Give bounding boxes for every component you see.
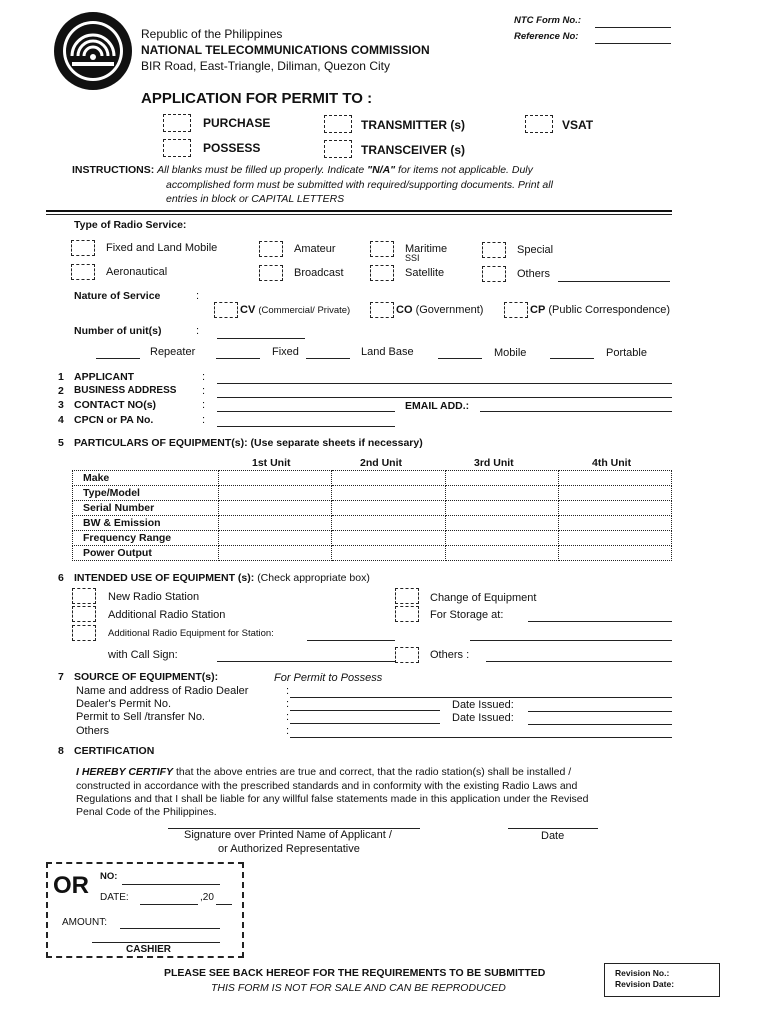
or-no-field[interactable] [122, 884, 220, 885]
header-agency: NATIONAL TELECOMMUNICATIONS COMMISSION [141, 43, 430, 57]
source-note: For Permit to Possess [274, 672, 383, 684]
item-number: 5 [58, 437, 64, 449]
header-address: BIR Road, East-Triangle, Diliman, Quezon City [141, 59, 390, 73]
item-number: 6 [58, 572, 64, 584]
equipment-heading: PARTICULARS OF EQUIPMENT(s): (Use separate sheets if necessary) [74, 437, 423, 449]
mobile-field[interactable] [438, 358, 482, 359]
maritime-checkbox[interactable] [370, 241, 394, 257]
official-receipt-box [46, 862, 244, 958]
intended-heading [74, 572, 370, 584]
unit-header: 4th Unit [592, 457, 632, 469]
footer-not-for-sale: THIS FORM IS NOT FOR SALE AND CAN BE REPRODUCED [211, 982, 506, 994]
row-label: Type/Model [73, 486, 219, 501]
table-row [73, 486, 672, 501]
instructions-line2: accomplished form must be submitted with required/supporting documents. Print all [166, 179, 553, 191]
new-station-label: New Radio Station [108, 591, 200, 603]
cv-desc: (Commercial/ Private) [258, 305, 351, 316]
transmitter-checkbox[interactable] [324, 115, 352, 133]
table-row [73, 471, 672, 486]
table-row [73, 501, 672, 516]
row-label: Power Output [73, 546, 219, 561]
portable-label: Portable [606, 347, 647, 359]
co-desc: (Government) [415, 304, 484, 316]
vsat-label: VSAT [562, 118, 594, 132]
fixed-land-mobile-checkbox[interactable] [71, 240, 95, 256]
table-cell[interactable] [332, 486, 445, 501]
table-cell[interactable] [558, 546, 671, 561]
change-equipment-checkbox[interactable] [395, 588, 419, 604]
revision-no-label: Revision No.: [615, 968, 670, 978]
or-year-label: ,20 [200, 892, 214, 903]
purchase-checkbox[interactable] [163, 114, 191, 132]
table-cell[interactable] [445, 486, 558, 501]
storage-checkbox[interactable] [395, 606, 419, 622]
table-cell[interactable] [558, 471, 671, 486]
row-label: Frequency Range [73, 531, 219, 546]
cashier-field[interactable] [92, 942, 220, 943]
repeater-label: Repeater [150, 346, 196, 358]
land-base-label: Land Base [361, 346, 414, 358]
additional-equipment-checkbox[interactable] [72, 625, 96, 641]
special-label: Special [517, 244, 554, 256]
nature-colon: : [196, 290, 200, 302]
cv-code: CV [240, 304, 256, 316]
certification-line3: Regulations and that I shall be liable for any willful false statements made in this application under the Revised [76, 793, 589, 805]
cpcn-colon: : [202, 414, 206, 426]
row-label: Make [73, 471, 219, 486]
transmitter-label: TRANSMITTER (s) [361, 118, 465, 132]
others-service-field[interactable] [558, 281, 670, 282]
others-service-checkbox[interactable] [482, 266, 506, 282]
permit-no-field[interactable] [290, 710, 440, 711]
aeronautical-label: Aeronautical [106, 266, 168, 278]
or-no-label: NO: [100, 871, 118, 882]
signature-label: Signature over Printed Name of Applicant / [184, 829, 392, 841]
storage-field[interactable] [528, 621, 672, 622]
revision-date-label: Revision Date: [615, 979, 675, 989]
nature-label: Nature of Service [74, 290, 161, 302]
applicant-colon: : [202, 371, 206, 383]
row-label: Serial Number [73, 501, 219, 516]
others-source-field[interactable] [290, 737, 672, 738]
permit-date-label: Date Issued: [452, 699, 514, 711]
business-address-label: BUSINESS ADDRESS [74, 385, 177, 396]
additional-station-label: Additional Radio Station [108, 609, 226, 621]
aeronautical-checkbox[interactable] [71, 264, 95, 280]
certification-line1 [76, 766, 571, 778]
permit-date-field[interactable] [528, 711, 672, 712]
additional-station-checkbox[interactable] [72, 606, 96, 622]
purchase-label: PURCHASE [203, 116, 271, 130]
sell-field[interactable] [290, 723, 440, 724]
or-year-field[interactable] [216, 904, 232, 905]
item-number: 3 [58, 399, 64, 411]
ssi-label: SSI [405, 253, 420, 263]
land-base-field[interactable] [306, 358, 350, 359]
business-address-field[interactable] [217, 397, 672, 398]
table-cell[interactable] [219, 471, 332, 486]
item-number: 2 [58, 385, 64, 397]
radio-service-label: Type of Radio Service: [74, 219, 187, 231]
co-checkbox[interactable] [370, 302, 394, 318]
email-field[interactable] [480, 411, 672, 412]
unit-header: 3rd Unit [474, 457, 514, 469]
others-source-label: Others [76, 725, 110, 737]
table-row [73, 516, 672, 531]
special-checkbox[interactable] [482, 242, 506, 258]
fixed-units-field[interactable] [216, 358, 260, 359]
table-cell[interactable] [558, 516, 671, 531]
table-cell[interactable] [558, 531, 671, 546]
date-label: Date [541, 830, 565, 842]
table-cell[interactable] [219, 531, 332, 546]
others-use-checkbox[interactable] [395, 647, 419, 663]
cv-checkbox[interactable] [214, 302, 238, 318]
email-label: EMAIL ADD.: [405, 400, 470, 412]
co-code: CO [396, 304, 413, 316]
others-use-field[interactable] [486, 661, 672, 662]
mobile-label: Mobile [494, 347, 527, 359]
applicant-field[interactable] [217, 383, 672, 384]
cp-label [530, 304, 670, 316]
reference-no-label: Reference No: [514, 31, 579, 42]
dealer-colon: : [286, 685, 290, 697]
cp-desc: (Public Correspondence) [548, 304, 671, 316]
amateur-checkbox[interactable] [259, 241, 283, 257]
table-cell[interactable] [219, 516, 332, 531]
new-station-checkbox[interactable] [72, 588, 96, 604]
sell-label: Permit to Sell /transfer No. [76, 711, 205, 723]
others-use-label: Others : [430, 649, 470, 661]
sell-date-label: Date Issued: [452, 712, 514, 724]
applicant-label: APPLICANT [74, 371, 135, 383]
change-equipment-label: Change of Equipment [430, 592, 537, 604]
others-service-label: Others [517, 268, 551, 280]
certify-text: that the above entries are true and correct, that the radio station(s) shall be installed / [173, 766, 572, 778]
certification-line4: Penal Code of the Philippines. [76, 806, 217, 818]
ntc-seal-logo [52, 10, 134, 92]
table-row [73, 546, 672, 561]
instructions-line1 [72, 164, 533, 176]
or-amount-field[interactable] [120, 928, 220, 929]
cv-label [240, 304, 350, 316]
intended-heading-note: (Check appropriate box) [257, 572, 370, 584]
contact-label: CONTACT NO(s) [74, 399, 157, 411]
co-label [396, 304, 483, 316]
storage-field-2[interactable] [470, 640, 672, 641]
table-cell[interactable] [332, 516, 445, 531]
or-date-label: DATE: [100, 892, 129, 903]
divider [46, 210, 672, 212]
table-cell[interactable] [445, 531, 558, 546]
cpcn-field[interactable] [217, 426, 395, 427]
table-cell[interactable] [558, 501, 671, 516]
additional-equipment-field[interactable] [307, 640, 395, 641]
or-amount-label: AMOUNT: [62, 917, 107, 928]
source-heading: SOURCE OF EQUIPMENT(s): [74, 671, 219, 683]
units-field[interactable] [217, 338, 305, 339]
storage-label: For Storage at: [430, 609, 504, 621]
transceiver-checkbox[interactable] [324, 140, 352, 158]
additional-equipment-label: Additional Radio Equipment for Station: [108, 628, 274, 639]
reference-no-field[interactable] [595, 43, 671, 44]
units-colon: : [196, 325, 200, 337]
ntc-form-no-field[interactable] [595, 27, 671, 28]
others-source-colon: : [286, 725, 290, 737]
repeater-field[interactable] [96, 358, 140, 359]
amateur-label: Amateur [294, 243, 336, 255]
satellite-label: Satellite [405, 267, 445, 279]
cp-code: CP [530, 304, 546, 316]
fixed-land-mobile-label: Fixed and Land Mobile [106, 242, 218, 254]
table-cell[interactable] [445, 546, 558, 561]
table-cell[interactable] [445, 471, 558, 486]
contact-field[interactable] [217, 411, 395, 412]
footer-requirements: PLEASE SEE BACK HEREOF FOR THE REQUIREMENTS TO BE SUBMITTED [164, 967, 546, 979]
dealer-field[interactable] [290, 697, 672, 698]
maritime-label: Maritime [405, 243, 448, 255]
call-sign-label: with Call Sign: [108, 649, 178, 661]
signature-label-2: or Authorized Representative [218, 843, 360, 855]
instructions-label: INSTRUCTIONS: [72, 164, 155, 176]
cpcn-label: CPCN or PA No. [74, 414, 154, 426]
row-label: BW & Emission [73, 516, 219, 531]
fixed-label: Fixed [272, 346, 299, 358]
table-cell[interactable] [332, 501, 445, 516]
or-label: OR [53, 872, 89, 899]
instructions-line3: entries in block or CAPITAL LETTERS [166, 193, 345, 205]
table-cell[interactable] [332, 546, 445, 561]
table-cell[interactable] [332, 471, 445, 486]
form-title: APPLICATION FOR PERMIT TO : [141, 90, 373, 107]
broadcast-checkbox[interactable] [259, 265, 283, 281]
table-cell[interactable] [445, 516, 558, 531]
table-cell[interactable] [558, 486, 671, 501]
table-cell[interactable] [332, 531, 445, 546]
certification-heading: CERTIFICATION [74, 745, 155, 757]
table-cell[interactable] [219, 501, 332, 516]
units-label: Number of unit(s) [74, 325, 162, 337]
table-cell[interactable] [219, 546, 332, 561]
transceiver-label: TRANSCEIVER (s) [361, 143, 466, 157]
instructions-na: "N/A" [367, 164, 396, 176]
table-row [73, 531, 672, 546]
contact-colon: : [202, 399, 206, 411]
sell-colon: : [286, 711, 290, 723]
permit-no-colon: : [286, 698, 290, 710]
date-field[interactable] [508, 828, 598, 829]
divider [46, 214, 672, 215]
permit-no-label: Dealer's Permit No. [76, 698, 172, 710]
certification-line2: constructed in accordance with the prescribed standards and in conformity with the existing Radio Laws and [76, 780, 578, 792]
table-cell[interactable] [445, 501, 558, 516]
instructions-text-b: for items not applicable. Duly [395, 164, 533, 176]
item-number: 7 [58, 671, 64, 683]
revision-box [604, 963, 720, 997]
cp-checkbox[interactable] [504, 302, 528, 318]
ntc-form-no-label: NTC Form No.: [514, 15, 582, 26]
cashier-label: CASHIER [126, 944, 172, 955]
table-cell[interactable] [219, 486, 332, 501]
or-date-field[interactable] [140, 904, 198, 905]
intended-heading-text: INTENDED USE OF EQUIPMENT (s): [74, 572, 255, 584]
certify-emphasis: I HEREBY CERTIFY [76, 766, 174, 778]
item-number: 4 [58, 414, 64, 426]
vsat-checkbox[interactable] [525, 115, 553, 133]
possess-checkbox[interactable] [163, 139, 191, 157]
unit-header: 1st Unit [252, 457, 291, 469]
item-number: 1 [58, 371, 64, 383]
item-number: 8 [58, 745, 64, 757]
unit-header: 2nd Unit [360, 457, 402, 469]
satellite-checkbox[interactable] [370, 265, 394, 281]
equipment-table [72, 470, 672, 561]
business-colon: : [202, 385, 206, 397]
dealer-label: Name and address of Radio Dealer [76, 685, 249, 697]
call-sign-field[interactable] [217, 661, 395, 662]
sell-date-field[interactable] [528, 724, 672, 725]
broadcast-label: Broadcast [294, 267, 344, 279]
possess-label: POSSESS [203, 141, 261, 155]
header-republic: Republic of the Philippines [141, 27, 283, 41]
portable-field[interactable] [550, 358, 594, 359]
instructions-text-a: All blanks must be filled up properly. Indicate [157, 164, 368, 176]
